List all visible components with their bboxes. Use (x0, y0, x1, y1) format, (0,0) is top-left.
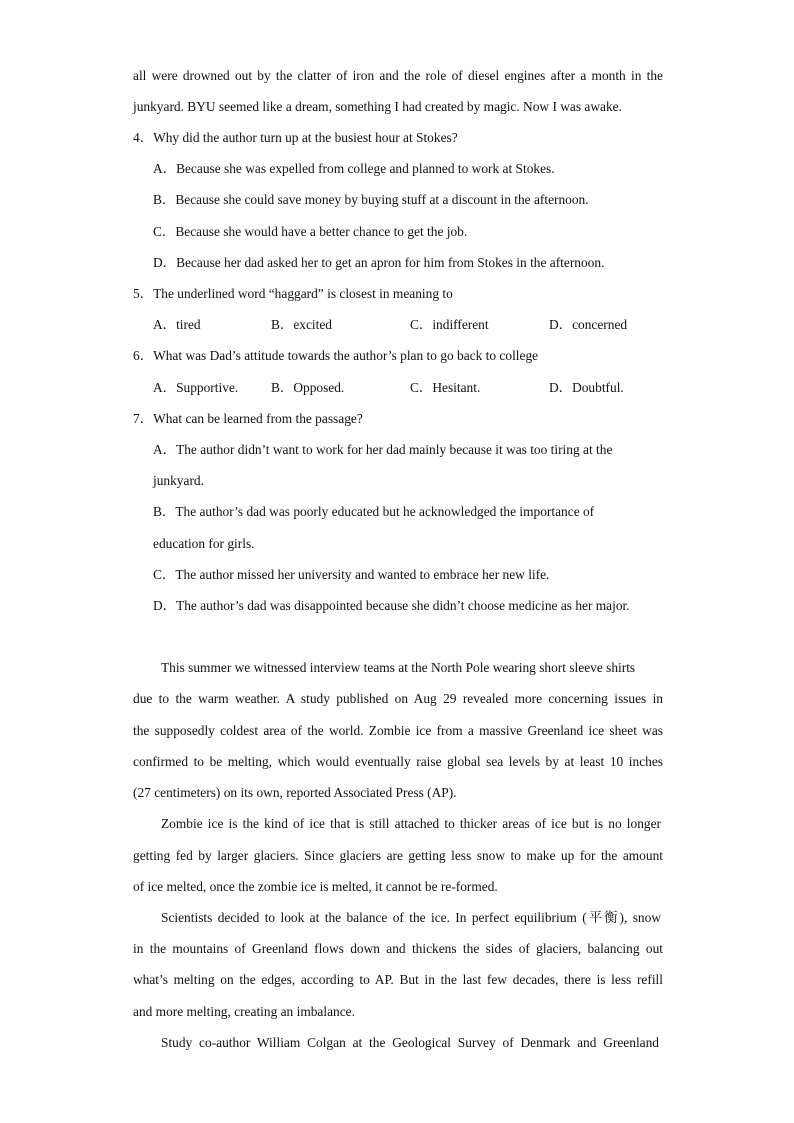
option-letter: D． (153, 598, 177, 613)
option-text: The author’s dad was disappointed because she didn’t choose medicine as her major. (176, 598, 630, 613)
passage2-p1-line-1: This summer we witnessed interview teams at the North Pole wearing short sleeve shirts (161, 660, 636, 675)
option-letter: C． (153, 224, 176, 239)
passage2-p1-line-3: the supposedly coldest area of the world. Zombie ice from a massive Greenland ice sheet was (133, 723, 663, 738)
passage2-p2-line-2: getting fed by larger glaciers. Since glaciers are getting less snow to make up for the amount (133, 848, 663, 863)
option-letter: A． (153, 442, 177, 457)
option-text: excited (293, 317, 332, 332)
question-number: 6． (133, 348, 154, 363)
option-text: The author missed her university and wanted to embrace her new life. (175, 567, 550, 582)
option-text: tired (176, 317, 201, 332)
option-letter: D． (549, 317, 573, 332)
passage2-p3-line-3: what’s melting on the edges, according to AP. But in the last few decades, there is less refill (133, 972, 663, 987)
q7-option-d (153, 597, 630, 615)
option-text: Supportive. (176, 380, 239, 395)
option-letter: C． (410, 317, 433, 332)
question-number: 5． (133, 286, 154, 301)
q7-option-b (153, 503, 594, 521)
option-text: Because she would have a better chance to get the job. (175, 224, 468, 239)
passage2-p1-line-5: (27 centimeters) on its own, reported Associated Press (AP). (133, 785, 457, 800)
question-number: 7． (133, 411, 154, 426)
option-letter: C． (410, 380, 433, 395)
option-letter: C． (153, 567, 176, 582)
passage2-p2-line-3: of ice melted, once the zombie ice is melted, it cannot be re-formed. (133, 879, 498, 894)
option-text: indifferent (432, 317, 489, 332)
option-text: Because she could save money by buying stuff at a discount in the afternoon. (175, 192, 589, 207)
passage2-p1-line-2: due to the warm weather. A study published on Aug 29 revealed more concerning issues in (133, 691, 663, 706)
q5-option-d (549, 316, 627, 334)
q6-option-d (549, 379, 624, 397)
question-4 (133, 129, 663, 147)
option-letter: B． (153, 192, 176, 207)
q7-option-b-continued: education for girls. (153, 536, 255, 551)
option-text: Doubtful. (572, 380, 624, 395)
passage2-p3-line-1: Scientists decided to look at the balance of the ice. In perfect equilibrium (平衡), snow (161, 910, 661, 925)
passage-end-line-1: all were drowned out by the clatter of iron and the role of diesel engines after a month in the (133, 68, 663, 83)
passage-end-line-2: junkyard. BYU seemed like a dream, something I had created by magic. Now I was awake. (133, 99, 622, 114)
option-letter: A． (153, 161, 177, 176)
question-7 (133, 410, 663, 428)
question-text: What was Dad’s attitude towards the author’s plan to go back to college (153, 348, 539, 363)
question-text: Why did the author turn up at the busiest hour at Stokes? (153, 130, 458, 145)
q6-option-a (153, 379, 238, 397)
option-letter: B． (153, 504, 176, 519)
option-letter: D． (549, 380, 573, 395)
option-letter: A． (153, 317, 177, 332)
option-text: concerned (572, 317, 628, 332)
question-text: The underlined word “haggard” is closest in meaning to (153, 286, 453, 301)
option-letter: B． (271, 317, 294, 332)
question-text: What can be learned from the passage? (153, 411, 363, 426)
q7-option-c (153, 566, 549, 584)
q7-option-a-continued: junkyard. (153, 473, 204, 488)
q4-option-a (153, 160, 555, 178)
q4-option-d (153, 254, 604, 272)
passage2-p1-line-4: confirmed to be melting, which would eventually raise global sea levels by at least 10 inches (133, 754, 663, 769)
q6-option-b (271, 379, 344, 397)
option-text: Because her dad asked her to get an apron for him from Stokes in the afternoon. (176, 255, 605, 270)
q5-option-a (153, 316, 201, 334)
option-letter: A． (153, 380, 177, 395)
option-letter: D． (153, 255, 177, 270)
question-5 (133, 285, 663, 303)
q7-option-a (153, 441, 612, 459)
option-letter: B． (271, 380, 294, 395)
passage2-p4-line-1: Study co-author William Colgan at the Geological Survey of Denmark and Greenland (161, 1035, 659, 1050)
option-text: The author’s dad was poorly educated but he acknowledged the importance of (175, 504, 595, 519)
option-text: Opposed. (293, 380, 345, 395)
option-text: The author didn’t want to work for her dad mainly because it was too tiring at the (176, 442, 613, 457)
q4-option-c (153, 223, 467, 241)
q4-option-b (153, 191, 589, 209)
q5-option-b (271, 316, 332, 334)
passage2-p3-line-4: and more melting, creating an imbalance. (133, 1004, 355, 1019)
passage2-p3-line-2: in the mountains of Greenland flows down and thickens the sides of glaciers, balancing out (133, 941, 663, 956)
passage2-p2-line-1: Zombie ice is the kind of ice that is still attached to thicker areas of ice but is no longer (161, 816, 661, 831)
option-text: Because she was expelled from college and planned to work at Stokes. (176, 161, 555, 176)
question-6 (133, 347, 663, 365)
question-number: 4． (133, 130, 154, 145)
q5-option-c (410, 316, 489, 334)
q6-option-c (410, 379, 480, 397)
option-text: Hesitant. (432, 380, 481, 395)
